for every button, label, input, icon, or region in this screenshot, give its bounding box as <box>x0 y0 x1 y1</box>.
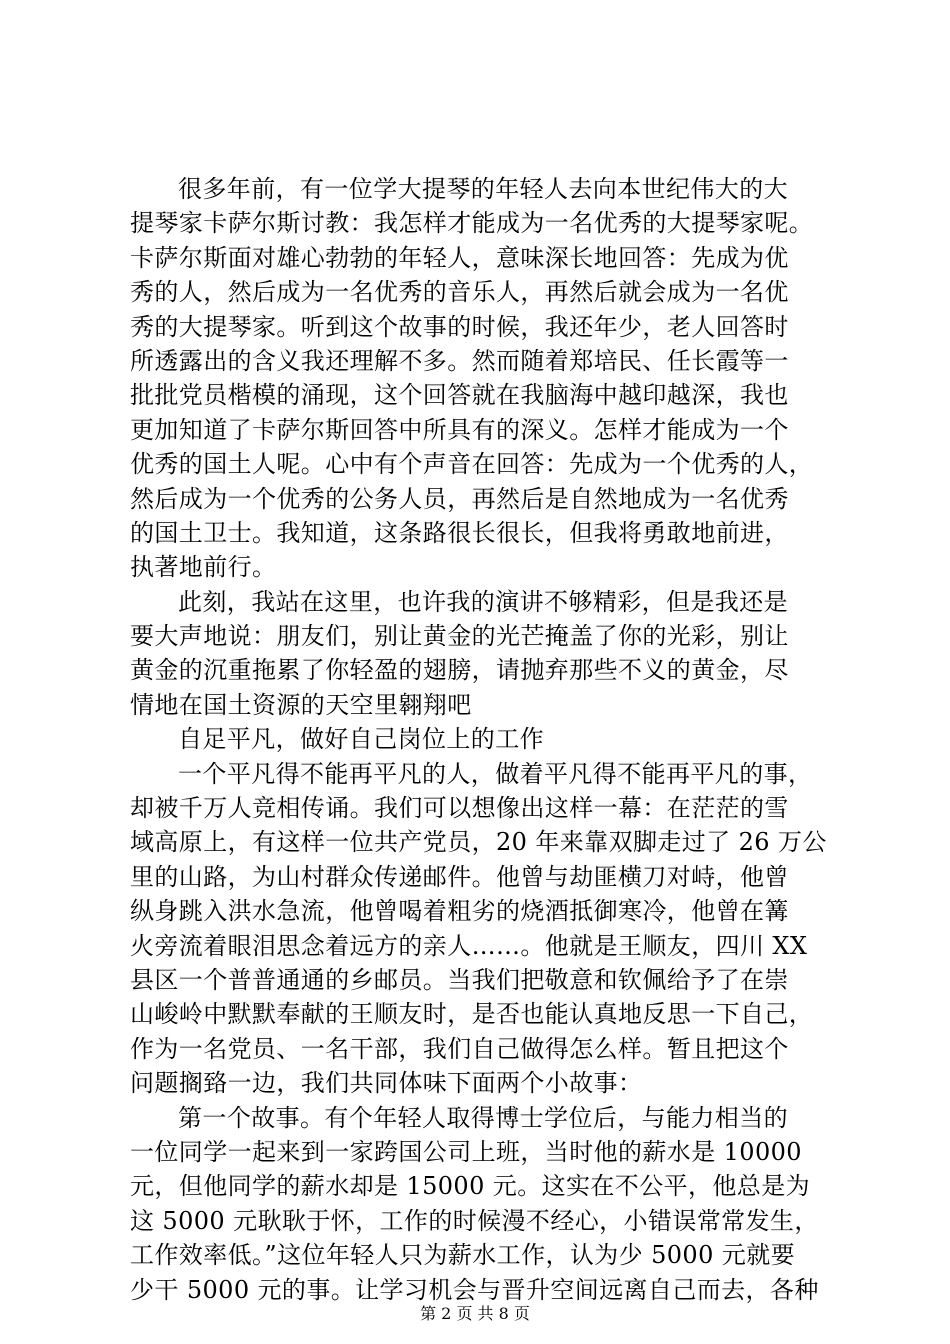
text-line: 优秀的国土人呢。心中有个声音在回答：先成为一个优秀的人， <box>130 450 814 479</box>
text-line: 此刻，我站在这里，也许我的演讲不够精彩，但是我还是 <box>178 587 788 616</box>
text-line: 很多年前，有一位学大提琴的年轻人去向本世纪伟大的大 <box>178 175 788 203</box>
text-line: 问题搁臵一边，我们共同体味下面两个小故事： <box>130 1069 643 1098</box>
text-line: 这 5000 元耿耿于怀，工作的时候漫不经心，小错误常常发生， <box>130 1206 819 1235</box>
text-line: 更加知道了卡萨尔斯回答中所具有的深义。怎样才能成为一个 <box>130 415 789 444</box>
text-line: 的国土卫士。我知道，这条路很长很长，但我将勇敢地前进， <box>130 518 789 547</box>
text-line: 作为一名党员、一名干部，我们自己做得怎么样。暂且把这个 <box>130 1034 789 1063</box>
text-line: 第一个故事。有个年轻人取得博士学位后，与能力相当的 <box>178 1103 788 1132</box>
text-line: 要大声地说：朋友们，别让黄金的光芒掩盖了你的光彩，别让 <box>130 622 789 651</box>
text-line: 县区一个普普通通的乡邮员。当我们把敬意和钦佩给予了在崇 <box>130 965 789 994</box>
text-line: 元，但他同学的薪水却是 15000 元。这实在不公平，他总是为 <box>130 1172 811 1201</box>
text-line: 黄金的沉重拖累了你轻盈的翅膀，请抛弃那些不义的黄金，尽 <box>130 656 789 685</box>
text-line: 情地在国土资源的天空里翱翔吧 <box>130 690 472 719</box>
text-line: 提琴家卡萨尔斯讨教：我怎样才能成为一名优秀的大提琴家呢。 <box>130 209 814 238</box>
text-line: 卡萨尔斯面对雄心勃勃的年轻人，意味深长地回答：先成为优 <box>130 243 789 272</box>
text-line: 却被千万人竞相传诵。我们可以想像出这样一幕：在茫茫的雪 <box>130 794 789 823</box>
page-number-label: 第 2 页 共 8 页 <box>420 1304 530 1323</box>
text-line: 秀的人，然后成为一名优秀的音乐人，再然后就会成为一名优 <box>130 278 789 307</box>
text-line: 所透露出的含义我还理解不多。然而随着郑培民、任长霞等一 <box>130 346 789 375</box>
text-line: 山峻岭中默默奉献的王顺友时，是否也能认真地反思一下自己， <box>130 1000 814 1029</box>
text-line: 批批党员楷模的涌现，这个回答就在我脑海中越印越深，我也 <box>130 381 789 410</box>
section-heading: 自足平凡，做好自己岗位上的工作 <box>178 725 544 754</box>
text-line: 然后成为一个优秀的公务人员，再然后是自然地成为一名优秀 <box>130 484 789 513</box>
text-line: 一位同学一起来到一家跨国公司上班，当时他的薪水是 10000 <box>130 1137 802 1166</box>
text-line: 秀的大提琴家。听到这个故事的时候，我还年少，老人回答时 <box>130 312 789 341</box>
text-line: 少干 5000 元的事。让学习机会与晋升空间远离自己而去，各种 <box>130 1275 819 1304</box>
text-line: 一个平凡得不能再平凡的人，做着平凡得不能再平凡的事， <box>178 759 813 788</box>
body-text <box>130 172 830 1307</box>
text-line: 域高原上，有这样一位共产党员，20 年来靠双脚走过了 26 万公 <box>130 828 827 857</box>
text-line: 纵身跳入洪水急流，他曾喝着粗劣的烧酒抵御寒冷，他曾在篝 <box>130 897 789 926</box>
page-footer <box>0 1304 950 1324</box>
text-line: 工作效率低。”这位年轻人只为薪水工作，认为少 5000 元就要 <box>130 1241 796 1270</box>
text-line: 里的山路，为山村群众传递邮件。他曾与劫匪横刀对峙，他曾 <box>130 862 789 891</box>
text-line: 执著地前行。 <box>130 553 277 582</box>
text-line: 火旁流着眼泪思念着远方的亲人……。他就是王顺友，四川 XX <box>130 931 808 960</box>
